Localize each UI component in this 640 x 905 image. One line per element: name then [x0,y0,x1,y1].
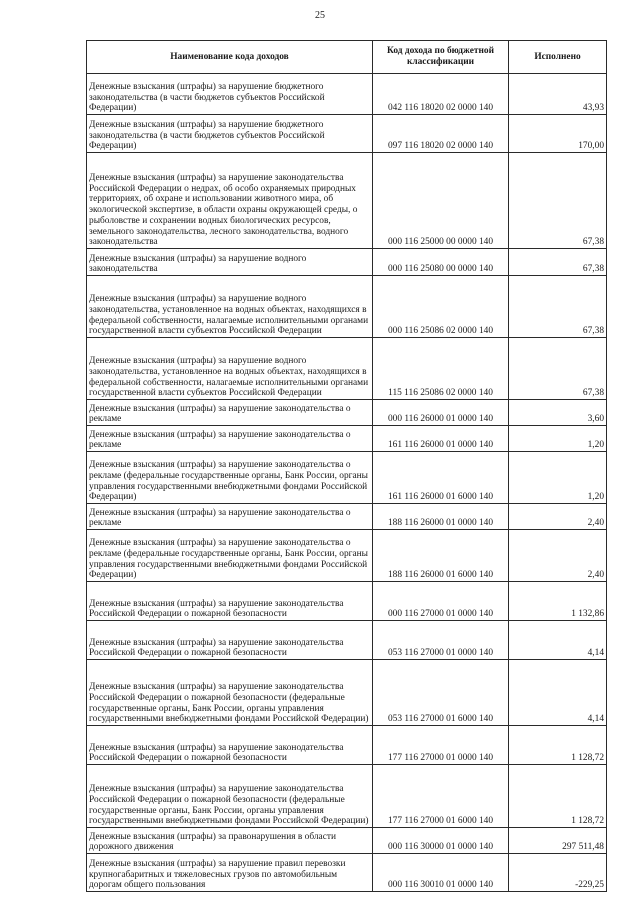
row-name: Денежные взыскания (штрафы) за нарушение водного законодательства, установленное на водных объектах, находящихся в федеральной собственности, налагаемые исполнительными органами государственной власти субъектов Российской Федерации [87,338,373,400]
row-code: 161 116 26000 01 0000 140 [373,426,509,452]
table-row [87,582,607,621]
row-amount: 1 128,72 [509,765,607,828]
row-code: 000 116 25080 00 0000 140 [373,249,509,276]
table-row [87,426,607,452]
page-number: 25 [315,10,325,21]
row-code: 000 116 25000 00 0000 140 [373,153,509,249]
row-code: 177 116 27000 01 0000 140 [373,726,509,765]
table-row [87,828,607,854]
table-row [87,153,607,249]
row-name: Денежные взыскания (штрафы) за нарушение правил перевозки крупногабаритных и тяжеловесных грузов по автомобильным дорогам общего пользования [87,854,373,892]
table-row [87,338,607,400]
row-code: 161 116 26000 01 6000 140 [373,452,509,504]
header-name: Наименование кода доходов [87,41,373,74]
table-row [87,74,607,115]
row-name: Денежные взыскания (штрафы) за нарушение законодательства о рекламе (федеральные государственные органы, Банк России, органы управления государственными внебюджетными фондами Российской Федерации) [87,530,373,582]
row-amount: 67,38 [509,338,607,400]
row-name: Денежные взыскания (штрафы) за нарушение законодательства Российской Федерации о недрах, об особо охраняемых природных территориях, об охране и использовании животного мира, об экологической экспертизе, в области охраны окружающей среды, о рыболовстве и сохранении водных биологических ресурсов, земельного законодательства, лесного законодательства, водного законодательства [87,153,373,249]
row-code: 000 116 26000 01 0000 140 [373,400,509,426]
row-amount: 1 132,86 [509,582,607,621]
row-name: Денежные взыскания (штрафы) за нарушение законодательства о рекламе [87,400,373,426]
row-code: 097 116 18020 02 0000 140 [373,115,509,153]
table-row [87,276,607,338]
revenue-table [86,40,607,892]
row-code: 000 116 27000 01 0000 140 [373,582,509,621]
table-row [87,504,607,530]
table-row [87,660,607,726]
row-code: 188 116 26000 01 6000 140 [373,530,509,582]
row-code: 188 116 26000 01 0000 140 [373,504,509,530]
table-row [87,249,607,276]
row-amount: 67,38 [509,276,607,338]
row-code: 177 116 27000 01 6000 140 [373,765,509,828]
row-amount: 1,20 [509,426,607,452]
row-amount: 1 128,72 [509,726,607,765]
row-code: 115 116 25086 02 0000 140 [373,338,509,400]
header-amount: Исполнено [509,41,607,74]
row-code: 053 116 27000 01 6000 140 [373,660,509,726]
row-amount: 67,38 [509,153,607,249]
table-header-row [87,41,607,74]
row-amount: 1,20 [509,452,607,504]
row-name: Денежные взыскания (штрафы) за нарушение законодательства Российской Федерации о пожарной безопасности [87,621,373,660]
row-name: Денежные взыскания (штрафы) за нарушение законодательства Российской Федерации о пожарной безопасности [87,582,373,621]
row-amount: 297 511,48 [509,828,607,854]
row-name: Денежные взыскания (штрафы) за нарушение законодательства о рекламе (федеральные государственные органы, Банк России, органы управления государственными внебюджетными фондами Российской Федерации) [87,452,373,504]
header-code: Код дохода по бюджетной классификации [373,41,509,74]
row-code: 000 116 30010 01 0000 140 [373,854,509,892]
row-name: Денежные взыскания (штрафы) за нарушение законодательства Российской Федерации о пожарной безопасности (федеральные государственные органы, Банк России, органы управления государственными внебюджетными фондами Российской Федерации) [87,660,373,726]
table-row [87,854,607,892]
row-amount: 4,14 [509,621,607,660]
table-row [87,621,607,660]
row-code: 000 116 30000 01 0000 140 [373,828,509,854]
row-code: 053 116 27000 01 0000 140 [373,621,509,660]
row-amount: 2,40 [509,530,607,582]
row-amount: -229,25 [509,854,607,892]
row-name: Денежные взыскания (штрафы) за нарушение водного законодательства, установленное на водных объектах, находящихся в федеральной собственности, налагаемые исполнительными органами государственной власти субъектов Российской Федерации [87,276,373,338]
table-row [87,115,607,153]
row-name: Денежные взыскания (штрафы) за нарушение бюджетного законодательства (в части бюджетов субъектов Российской Федерации) [87,74,373,115]
row-name: Денежные взыскания (штрафы) за нарушение законодательства о рекламе [87,504,373,530]
row-name: Денежные взыскания (штрафы) за правонарушения в области дорожного движения [87,828,373,854]
row-code: 042 116 18020 02 0000 140 [373,74,509,115]
table-row [87,400,607,426]
row-code: 000 116 25086 02 0000 140 [373,276,509,338]
row-amount: 67,38 [509,249,607,276]
row-amount: 4,14 [509,660,607,726]
row-amount: 43,93 [509,74,607,115]
table-row [87,765,607,828]
row-name: Денежные взыскания (штрафы) за нарушение бюджетного законодательства (в части бюджетов субъектов Российской Федерации) [87,115,373,153]
table-row [87,726,607,765]
row-name: Денежные взыскания (штрафы) за нарушение законодательства Российской Федерации о пожарной безопасности (федеральные государственные органы, Банк России, органы управления государственными внебюджетными фондами Российской Федерации) [87,765,373,828]
row-amount: 170,00 [509,115,607,153]
row-name: Денежные взыскания (штрафы) за нарушение законодательства Российской Федерации о пожарной безопасности [87,726,373,765]
row-amount: 3,60 [509,400,607,426]
row-amount: 2,40 [509,504,607,530]
table-row [87,452,607,504]
row-name: Денежные взыскания (штрафы) за нарушение законодательства о рекламе [87,426,373,452]
table-row [87,530,607,582]
row-name: Денежные взыскания (штрафы) за нарушение водного законодательства [87,249,373,276]
